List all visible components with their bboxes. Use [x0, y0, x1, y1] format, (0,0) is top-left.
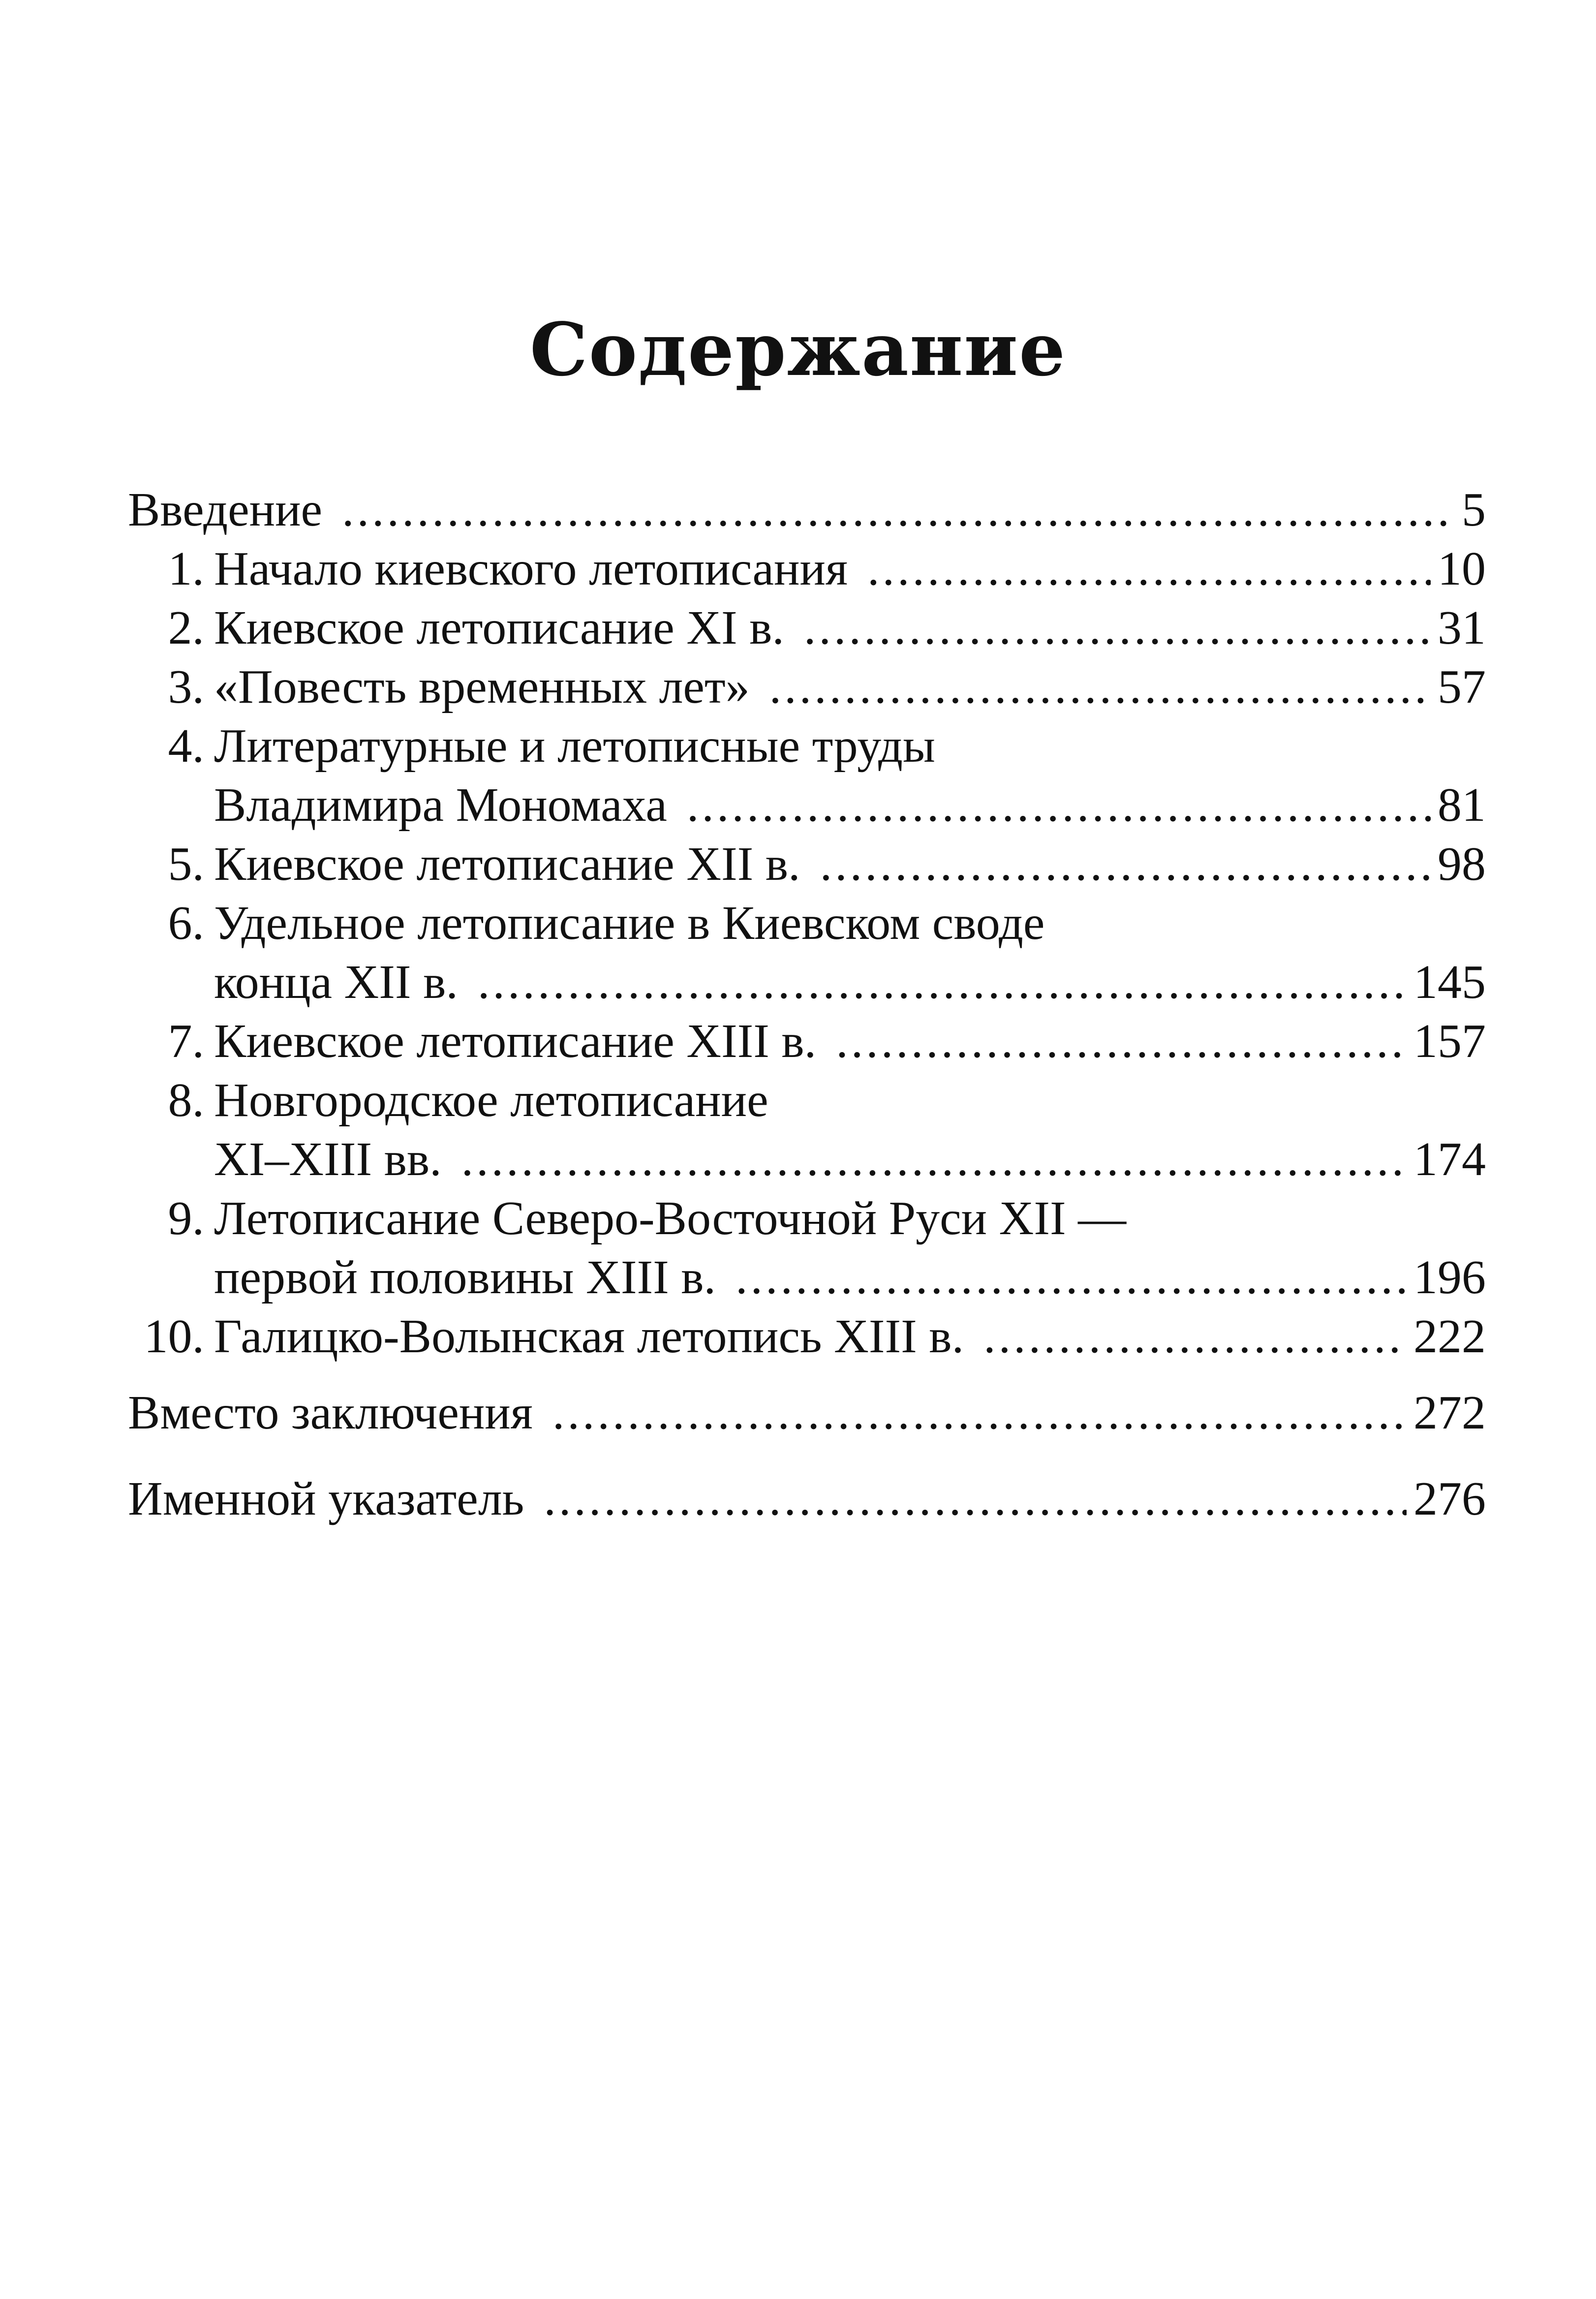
dot-leader	[342, 483, 1455, 537]
toc-entry-chapter-9[interactable]	[128, 1191, 1486, 1309]
toc-entry-title: Именной указатель	[128, 1472, 524, 1525]
toc-entry-title: Введение	[128, 483, 323, 536]
toc-page-number: 57	[1438, 660, 1486, 714]
toc-chapter-number: 7.	[168, 1015, 204, 1068]
toc-page-number: 276	[1413, 1472, 1486, 1525]
toc-entry-name-index[interactable]	[128, 1471, 1486, 1530]
toc-page-number: 81	[1438, 778, 1486, 832]
toc-page-number: 145	[1413, 956, 1486, 1009]
toc-chapter-number: 4.	[168, 719, 204, 773]
toc-entry-title-continued: первой половины XIII в.	[214, 1251, 716, 1304]
toc-entry-title-continued: Владимира Мономаха	[214, 778, 667, 832]
dot-leader	[820, 837, 1431, 891]
dot-leader	[544, 1472, 1407, 1526]
toc-page-number: 5	[1462, 483, 1486, 536]
toc-entry-title: Киевское летописание XI в.	[214, 601, 784, 654]
toc-entry-title-continued: XI–XIII вв.	[214, 1133, 442, 1186]
dot-leader	[687, 778, 1431, 832]
toc-entry-title: Киевское летописание XII в.	[214, 838, 800, 891]
dot-leader	[836, 1014, 1407, 1068]
toc-entry-title: Новгородское летописание	[214, 1074, 768, 1127]
toc-entry-chapter-4[interactable]	[128, 718, 1486, 837]
toc-entry-title: «Повесть временных лет»	[214, 660, 750, 714]
dot-leader	[736, 1250, 1407, 1305]
dot-leader	[478, 955, 1407, 1009]
toc-page-number: 157	[1413, 1015, 1486, 1068]
dot-leader	[983, 1309, 1407, 1364]
toc-entry-chapter-1[interactable]	[128, 541, 1486, 600]
toc-entry-title: Киевское летописание XIII в.	[214, 1015, 817, 1068]
toc-entry-chapter-6[interactable]	[128, 896, 1486, 1014]
toc-entry-chapter-10[interactable]	[128, 1309, 1486, 1368]
toc-entry-title-continued: конца XII в.	[214, 956, 458, 1009]
toc-chapter-number: 8.	[168, 1074, 204, 1127]
toc-entry-title: Литературные и летописные труды	[214, 719, 935, 773]
toc-chapter-number: 2.	[168, 601, 204, 654]
toc-chapter-number: 1.	[168, 542, 204, 595]
toc-entry-chapter-7[interactable]	[128, 1014, 1486, 1073]
toc-entry-title: Летописание Северо-Восточной Руси XII —	[214, 1192, 1127, 1245]
toc-entry-chapter-5[interactable]	[128, 837, 1486, 896]
toc-chapter-number: 9.	[168, 1192, 204, 1245]
toc-page-number: 10	[1438, 542, 1486, 595]
toc-entry-title: Вместо заключения	[128, 1386, 533, 1439]
toc-entry-chapter-3[interactable]	[128, 659, 1486, 718]
toc-entry-introduction[interactable]	[128, 482, 1486, 541]
toc-page-number: 98	[1438, 838, 1486, 891]
toc-chapter-number: 10.	[144, 1310, 204, 1363]
dot-leader	[552, 1386, 1407, 1440]
page-title: Содержание	[529, 307, 1067, 392]
toc-entry-chapter-2[interactable]	[128, 600, 1486, 659]
toc-chapter-number: 5.	[168, 838, 204, 891]
toc-page-number: 174	[1413, 1133, 1486, 1186]
dot-leader	[804, 601, 1431, 655]
toc-page-number: 222	[1413, 1310, 1486, 1363]
toc-entry-title: Начало киевского летописания	[214, 542, 848, 595]
dot-leader	[867, 542, 1431, 596]
toc-entry-conclusion[interactable]	[128, 1385, 1486, 1444]
toc-entry-chapter-8[interactable]	[128, 1073, 1486, 1191]
toc-chapter-number: 3.	[168, 660, 204, 714]
toc-entry-title: Удельное летописание в Киевском своде	[214, 897, 1045, 950]
toc-chapter-number: 6.	[168, 897, 204, 950]
toc-page-number: 196	[1413, 1251, 1486, 1304]
dot-leader	[461, 1132, 1407, 1186]
toc-page-number: 31	[1438, 601, 1486, 654]
toc-entry-title: Галицко-Волынская летопись XIII в.	[214, 1310, 964, 1363]
dot-leader	[769, 660, 1431, 714]
toc-page-number: 272	[1413, 1386, 1486, 1439]
